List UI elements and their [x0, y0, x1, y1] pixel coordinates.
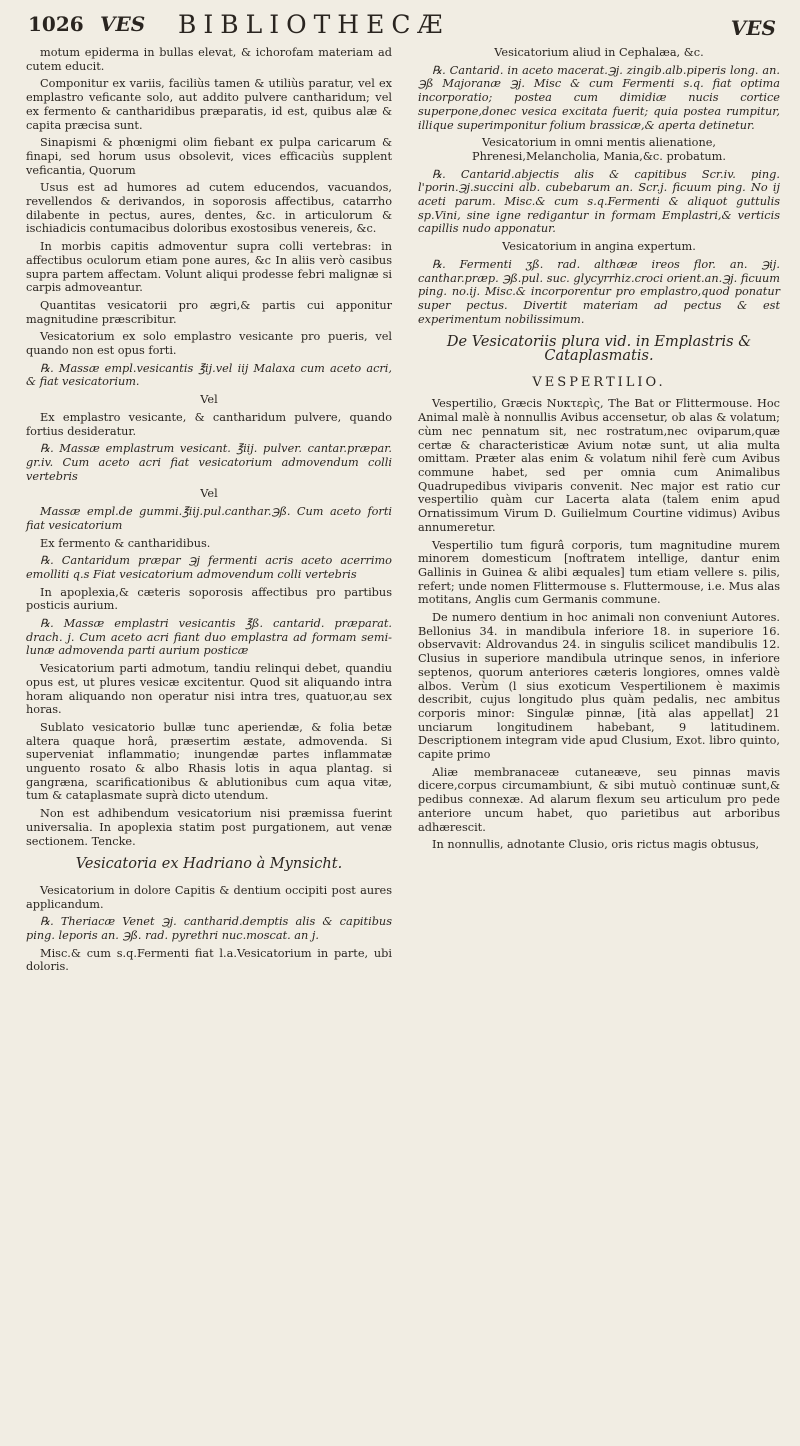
paragraph: motum epiderma in bullas elevat, & ichorofam materiam ad cutem educit. [26, 46, 392, 73]
paragraph: Non est adhibendum vesicatorium nisi præmissa fuerint universalia. In apoplexia statim post purgationem, aut venæ sectionem. Tencke. [26, 807, 392, 848]
paragraph: In apoplexia,& cæteris soporosis affectibus pro partibus posticis aurium. [26, 585, 392, 613]
right-running-head: VES [730, 16, 776, 40]
paragraph: Sinapismi & phœnigmi olim fiebant ex pulpa caricarum & finapi, sed horum usus obsolevit, vices efficaciùs supplent veficantia, Quorum [26, 136, 392, 177]
subheading: Vesicatorium in omni mentis alienatione, Phrenesi,Melancholia, Mania,&c. probatum. [472, 136, 726, 163]
recipe-paragraph: ℞. Theriacæ Venet ℈j. cantharid.demptis alis & capitibus ping. leporis an. ℈ß. rad. pyrethri nuc.moscat. an j. [26, 915, 392, 943]
section-heading: Vesicatoria ex Hadriano à Mynsicht. [75, 856, 343, 873]
left-running-head: VES [100, 12, 146, 36]
page-number: 1026 [28, 12, 84, 36]
section-heading: De Vesicatoriis plura vid. in Emplastris & Cataplasmatis. [446, 334, 752, 365]
recipe-paragraph: ℞. Cantarid. in aceto macerat.℈j. zingib.alb.piperis long. an. ℈ß Majoranæ ℈j. Misc & cum Fermenti s.q. fiat optima incorporatio; postea cum dimidiæ nucis cortice superpone,donec vesica excitata fuerit; quia postea rumpitur, illique superimponitur folium brassicæ,& aperta detinetur. [418, 63, 780, 132]
recipe-paragraph: ℞. Massæ emplastri vesicantis ℥ß. cantarid. præparat. drach. j. Cum aceto acri fiant duo emplastra ad formam semi-lunæ admovenda parti aurium posticæ [26, 617, 392, 658]
recipe-paragraph: ℞. Fermenti ʒß. rad. althææ ireos flor. an. ℈ij. canthar.præp. ℈ß.pul. suc. glycyrrhiz.croci orient.an.℈j. ficuum ping. no.ij. Misc.& incorporentur pro emplastro,quod ponatur super pectus. Divertit materiam ad pectus & est experimentum nobilissimum. [418, 257, 780, 326]
paragraph: Vesicatorium parti admotum, tandiu relinqui debet, quandiu opus est, ut plures vesicæ excitentur. Quod sit aliquando intra horam aliquando non operatur nisi intra tres, quatuor,au sex horas. [26, 662, 392, 717]
paragraph: Ex emplastro vesicante, & cantharidum pulvere, quando fortius desideratur. [26, 410, 392, 438]
paragraph: Vesicatorium ex solo emplastro vesicante pro pueris, vel quando non est opus forti. [26, 330, 392, 358]
subheading: Vel [200, 487, 218, 501]
subheading: Vel [200, 393, 218, 407]
paragraph: Vespertilio, Græcis Νυκτερὶς, The Bat or Flittermouse. Hoc Animal malè à nonnullis Avibus accensetur, ob alas & volatum; cùm nec pennatum sit, nec rostratum,nec oviparum,quæ certæ & characteristicæ Avium notæ sunt, ut alia multa omittam. Præter alas enim & volatum nihil ferè cum Avibus commune habet, sed per omnia cum Animalibus Quadrupedibus viviparis convenit. Nec major est ratio cur vespertilio quàm cur Lacerta alata (talem enim apud Ornatissimum Virum D. Guilielmum Courtine vidimus) Avibus annumeretur. [418, 397, 780, 534]
running-header [28, 4, 776, 44]
right-column [418, 46, 780, 856]
recipe-paragraph: ℞. Cantaridum præpar ℈j fermenti acris aceto acerrimo emolliti q.s Fiat vesicatorium admovendum colli vertebris [26, 554, 392, 581]
paragraph: Sublato vesicatorio bullæ tunc aperiendæ, & folia betæ altera quaque horâ, præsertim æstate, admovenda. Si superveniat inflammatio; inungendæ partes inflammatæ unguento rosato & albo Rhasis lotis in aqua plantag. si gangræna, scarificationibus & ablutionibus cum aqua vitæ, tum & cataplasmate suprà dicto utendum. [26, 720, 392, 803]
entry-title: VESPERTILIO. [532, 374, 666, 390]
paragraph: Aliæ membranaceæ cutaneæve, seu pinnas mavis dicere,corpus circumambiunt, & sibi mutuò continuæ sunt,& pedibus connexæ. Ad alarum flexum seu articulum pro pede anteriore uncum habet, quo parietibus aut arboribus adhærescit. [418, 765, 780, 834]
recipe-paragraph: ℞. Massæ emplastrum vesicant. ℥iij. pulver. cantar.præpar. gr.iv. Cum aceto acri fiat vesicatorium admovendum colli vertebris [26, 442, 392, 483]
paragraph: Vesicatorium in dolore Capitis & dentium occipiti post aures applicandum. [26, 883, 392, 911]
paragraph: In morbis capitis admoventur supra colli vertebras: in affectibus oculorum etiam pone aures, &c In aliis verò casibus supra partem affectam. Volunt aliqui prodesse febri malignæ si carpis admoveantur. [26, 240, 392, 295]
subheading: Vesicatorium in angina expertum. [502, 240, 696, 254]
paragraph: Quantitas vesicatorii pro ægri,& partis cui apponitur magnitudine præscribitur. [26, 298, 392, 326]
paragraph: Componitur ex variis, faciliùs tamen & utiliùs paratur, vel ex emplastro veficante solo, aut addito pulvere cantharidum; vel ex fermento & cantharidibus præparatis, id est, quibus alæ & capita præcisa sunt. [26, 77, 392, 132]
recipe-paragraph: ℞. Massæ empl.vesicantis ℥ij.vel iij Malaxa cum aceto acri, & fiat vesicatorium. [26, 361, 392, 389]
paragraph: Usus est ad humores ad cutem educendos, vacuandos, revellendos & derivandos, in soporosis affectibus, catarrho dilabente in pectus, aures, dentes, &c. in articulorum & ischiadicis contumacibus doloribus exostosibus venereis, &c. [26, 181, 392, 236]
paragraph: Vespertilio tum figurâ corporis, tum magnitudine murem minorem domesticum [noftratem intellige, dantur enim Gallinis in Guinea & alibi æquales] tum etiam vellere s. pilis, refert; unde nomen Flittermouse s. Fluttermouse, i.e. Mus alas motitans, Anglis cum Germanis commune. [418, 538, 780, 607]
paragraph: Ex fermento & cantharidibus. [40, 536, 211, 550]
recipe-paragraph: Massæ empl.de gummi.℥iij.pul.canthar.℈ß. Cum aceto forti fiat vesicatorium [26, 505, 392, 532]
left-column [26, 46, 392, 978]
page-title: BIBLIOTHECÆ [178, 10, 450, 39]
subheading: Vesicatorium aliud in Cephalæa, &c. [494, 46, 704, 59]
recipe-paragraph: ℞. Cantarid.abjectis alis & capitibus Scr.iv. ping. l'porin.℈j.succini alb. cubebarum an. Scr.j. ficuum ping. No ij aceti parum. Misc.& cum s.q.Fermenti & aliquot guttulis sp.Vini, sine igne redigantur in formam Emplastri,& verticis capillis nudo apponatur. [418, 167, 780, 236]
paragraph: Misc.& cum s.q.Fermenti fiat l.a.Vesicatorium in parte, ubi doloris. [26, 946, 392, 974]
paragraph: De numero dentium in hoc animali non conveniunt Autores. Bellonius 34. in mandibula inferiore 18. in superiore 16. observavit: Aldrovandus 24. in singulis scilicet mandibulis 12. Clusius in superiore mandibula utrinque senos, in inferiore septenos, quorum anteriores cæteris longiores, omnes valdè albos. Verùm (l sius exoticum Vespertilionem è maximis describit, cujus longitudo plus quàm pedalis, nec ambitus corporis minor: Singulæ pinnæ, [ità alas appellat] 21 unciarum longitudinem habebant, 9 latitudinem. Descriptionem integram vide apud Clusium, Exot. libro quinto, capite primo [418, 611, 780, 762]
paragraph: In nonnullis, adnotante Clusio, oris rictus magis obtusus, [432, 838, 760, 852]
